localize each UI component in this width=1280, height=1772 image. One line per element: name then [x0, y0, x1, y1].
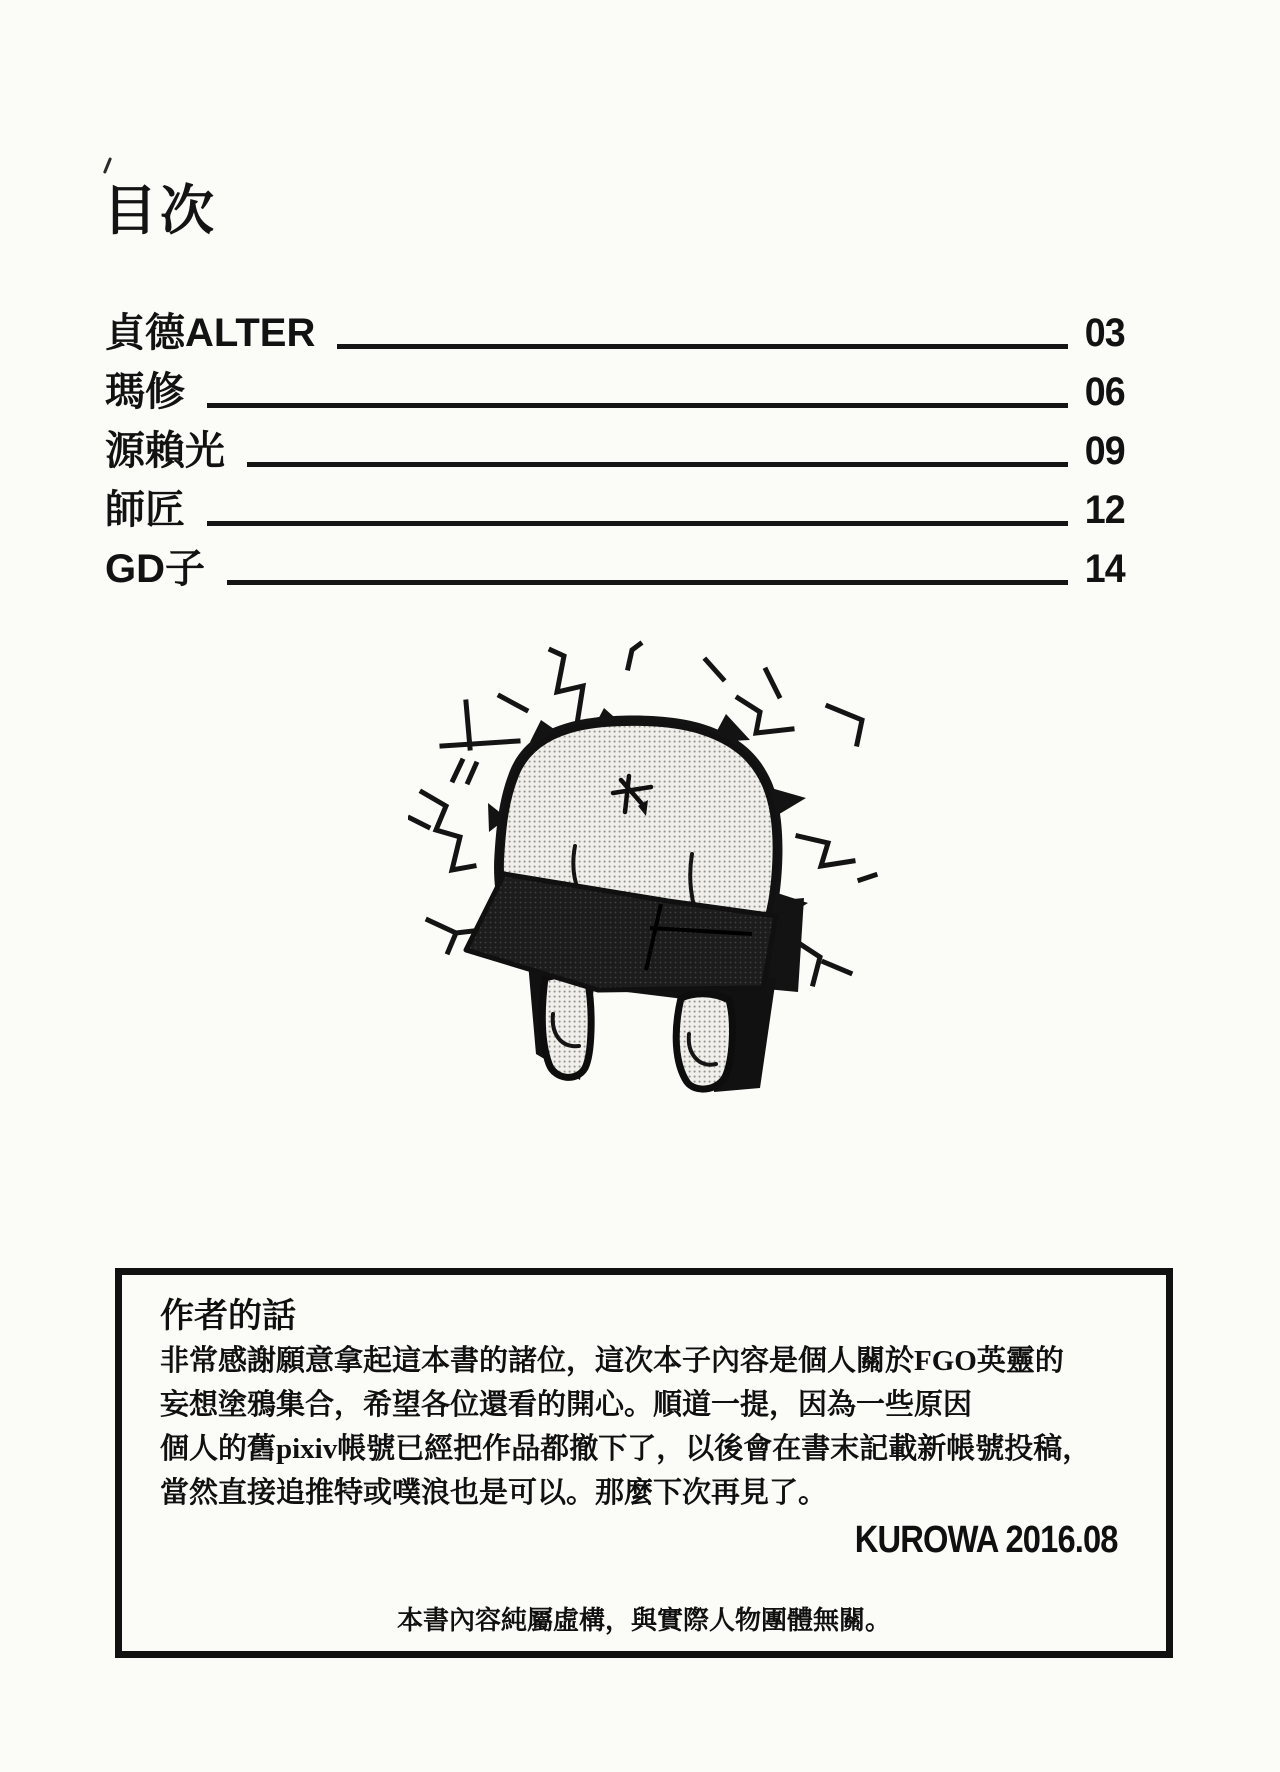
toc-entry-label: 源賴光	[105, 429, 225, 473]
right-finger	[676, 994, 732, 1089]
left-finger	[542, 975, 591, 1077]
toc-entry-page-number: 09	[1084, 429, 1125, 473]
stray-ink-mark	[103, 157, 112, 174]
author-note-heading: 作者的話	[160, 1297, 296, 1335]
author-signature-text: KUROWA 2016.08	[855, 1519, 1118, 1561]
toc-entry-page-number: 06	[1084, 370, 1125, 414]
toc-leader-line	[337, 344, 1068, 349]
toc-entry-page-number: 12	[1084, 488, 1125, 532]
butt-breaking-through-wall-illustration	[408, 640, 878, 1100]
toc-entry	[105, 530, 1128, 589]
toc-entry	[105, 353, 1128, 412]
author-note-line: 個人的舊pixiv帳號已經把作品都撤下了，以後會在書末記載新帳號投稿，	[160, 1433, 1092, 1465]
toc-list	[105, 294, 1128, 589]
toc-leader-line	[207, 403, 1068, 408]
toc-entry-page-number: 03	[1084, 311, 1125, 355]
author-note-line: 非常感謝願意拿起這本書的諸位，這次本子內容是個人關於FGO英靈的	[160, 1345, 1064, 1377]
toc-entry	[105, 294, 1128, 353]
author-note-line: 妄想塗鴉集合，希望各位還看的開心。順道一提，因為一些原因	[160, 1389, 973, 1421]
author-note-body	[160, 1339, 1126, 1515]
toc-leader-line	[247, 462, 1068, 467]
toc-entry-page-number: 14	[1084, 547, 1125, 591]
toc-entry-label: 師匠	[105, 488, 185, 532]
toc-entry	[105, 471, 1128, 530]
author-signature	[122, 1521, 1118, 1559]
toc-entry-label: 貞德ALTER	[105, 311, 316, 355]
disclaimer-text: 本書內容純屬虛構，與實際人物團體無關。	[396, 1606, 891, 1635]
toc-entry	[105, 412, 1128, 471]
toc-entry-label: 瑪修	[105, 370, 185, 414]
toc-leader-line	[227, 580, 1068, 585]
toc-entry-label: GD子	[105, 547, 205, 591]
toc-leader-line	[207, 521, 1068, 526]
author-note-box	[115, 1268, 1173, 1658]
author-note-line: 當然直接追推特或噗浪也是可以。那麼下次再見了。	[160, 1477, 828, 1509]
page-title: 目次	[103, 181, 217, 241]
